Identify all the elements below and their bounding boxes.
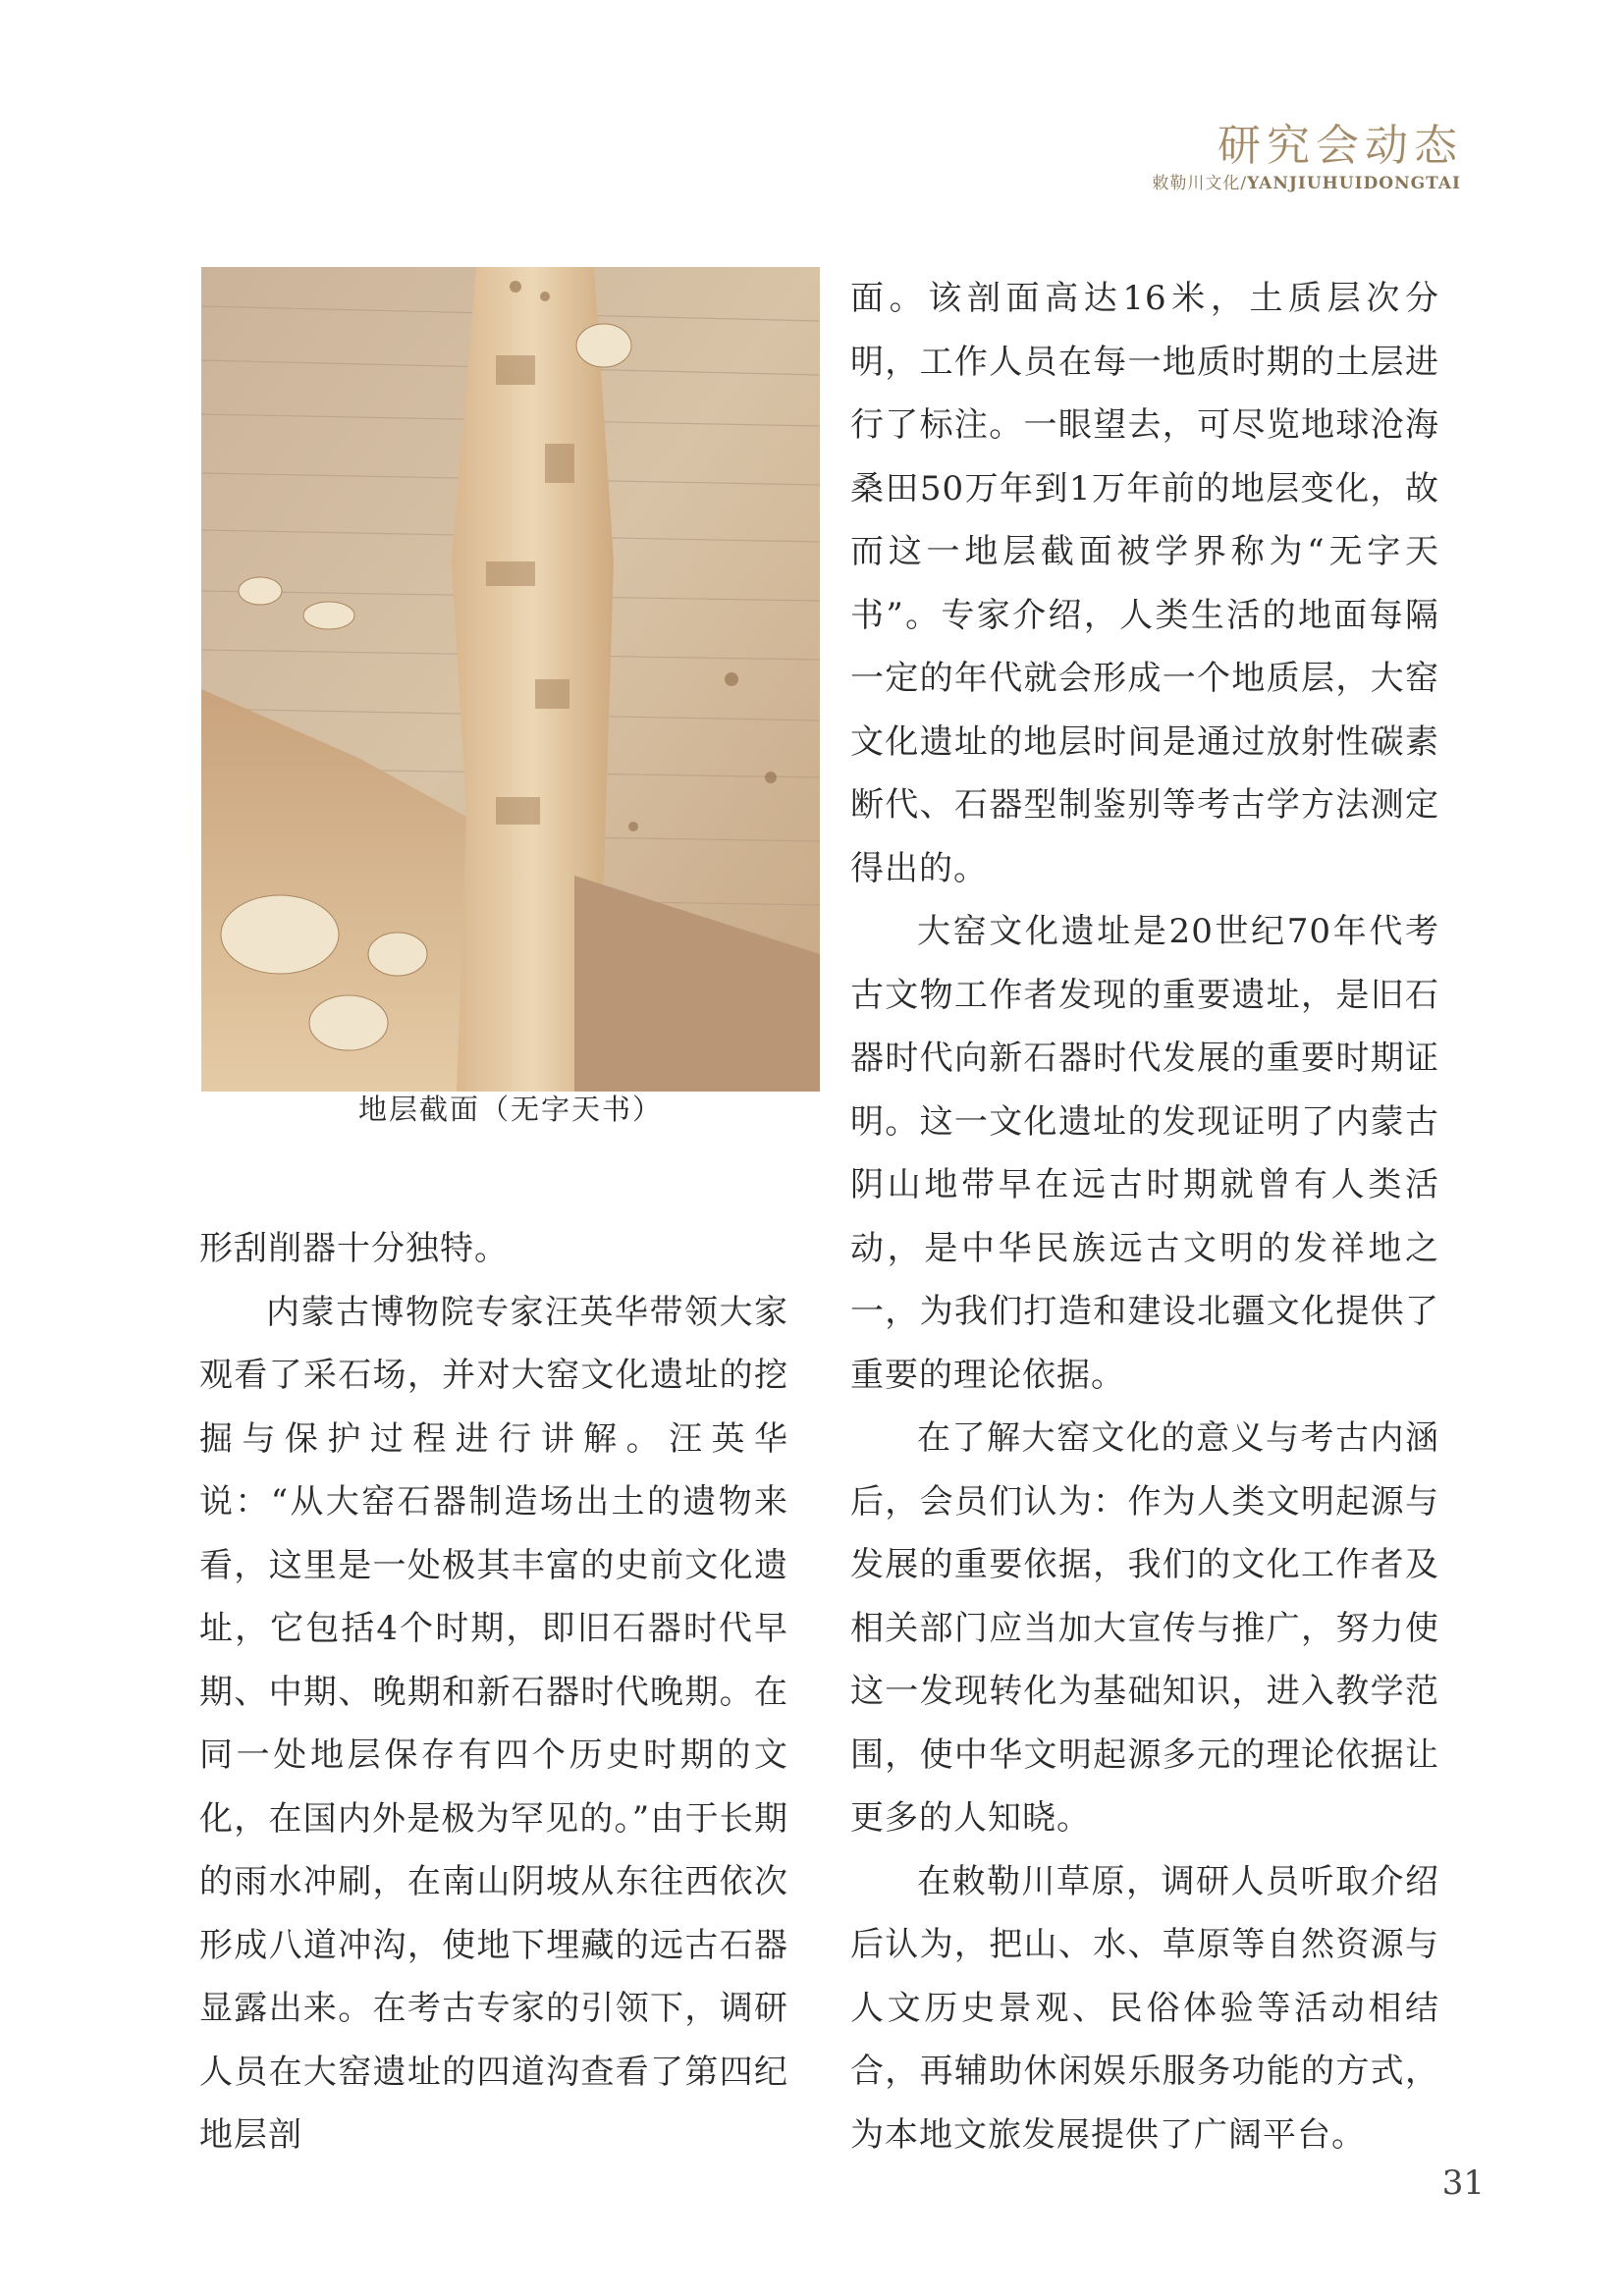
section-title: 研究会动态 <box>1218 121 1463 171</box>
right-paragraph-3: 在了解大窑文化的意义与考古内涵后，会员们认为：作为人类文明起源与发展的重要依据，我们的文化工作者及相关部门应当加大宣传与推广，努力使这一发现转化为基础知识，进入教学范围，使中华文明起源多元的理论依据让更多的人知晓。 <box>850 1418 1439 1838</box>
right-column <box>850 267 1439 2166</box>
subtitle-separator: / <box>1240 174 1248 193</box>
section-subtitle <box>1152 169 1461 193</box>
subtitle-en: YANJIUHUIDONGTAI <box>1247 174 1461 193</box>
photo-illustration <box>201 267 820 1092</box>
left-column <box>199 1217 788 2167</box>
photo-caption: 地层截面（无字天书） <box>357 1093 663 1126</box>
left-paragraph-1: 形刮削器十分独特。 <box>199 1229 509 1268</box>
left-paragraph-2: 内蒙古博物院专家汪英华带领大家观看了采石场，并对大窑文化遗址的挖掘与保护过程进行讲解。汪英华说：“从大窑石器制造场出土的遗物来看，这里是一处极其丰富的史前文化遗址，它包括4个时期，即旧石器时代早期、中期、晚期和新石器时代晚期。在同一处地层保存有四个历史时期的文化，在国内外是极为罕见的。”由于长期的雨水冲刷，在南山阴坡从东往西依次形成八道冲沟，使地下埋藏的远古石器显露出来。在考古专家的引领下，调研人员在大窑遗址的四道沟查看了第四纪地层剖 <box>199 1292 788 2155</box>
right-paragraph-1: 面。该剖面高达16米，土质层次分明，工作人员在每一地质时期的土层进行了标注。一眼望去，可尽览地球沧海桑田50万年到1万年前的地层变化，故而这一地层截面被学界称为“无字天书”。专家介绍，人类生活的地面每隔一定的年代就会形成一个地质层，大窑文化遗址的地层时间是通过放射性碳素断代、石器型制鉴别等考古学方法测定得出的。 <box>850 279 1439 888</box>
right-paragraph-4: 在敕勒川草原，调研人员听取介绍后认为，把山、水、草原等自然资源与人文历史景观、民俗体验等活动相结合，再辅助休闲娱乐服务功能的方式，为本地文旅发展提供了广阔平台。 <box>850 1861 1439 2155</box>
page-number: 31 <box>1441 2163 1485 2203</box>
subtitle-cn: 敕勒川文化 <box>1152 174 1241 193</box>
stratigraphic-section-photo <box>201 267 820 1092</box>
right-paragraph-2: 大窑文化遗址是20世纪70年代考古文物工作者发现的重要遗址，是旧石器时代向新石器时代发展的重要时期证明。这一文化遗址的发现证明了内蒙古阴山地带早在远古时期就曾有人类活动，是中华民族远古文明的发祥地之一，为我们打造和建设北疆文化提供了重要的理论依据。 <box>850 912 1439 1395</box>
